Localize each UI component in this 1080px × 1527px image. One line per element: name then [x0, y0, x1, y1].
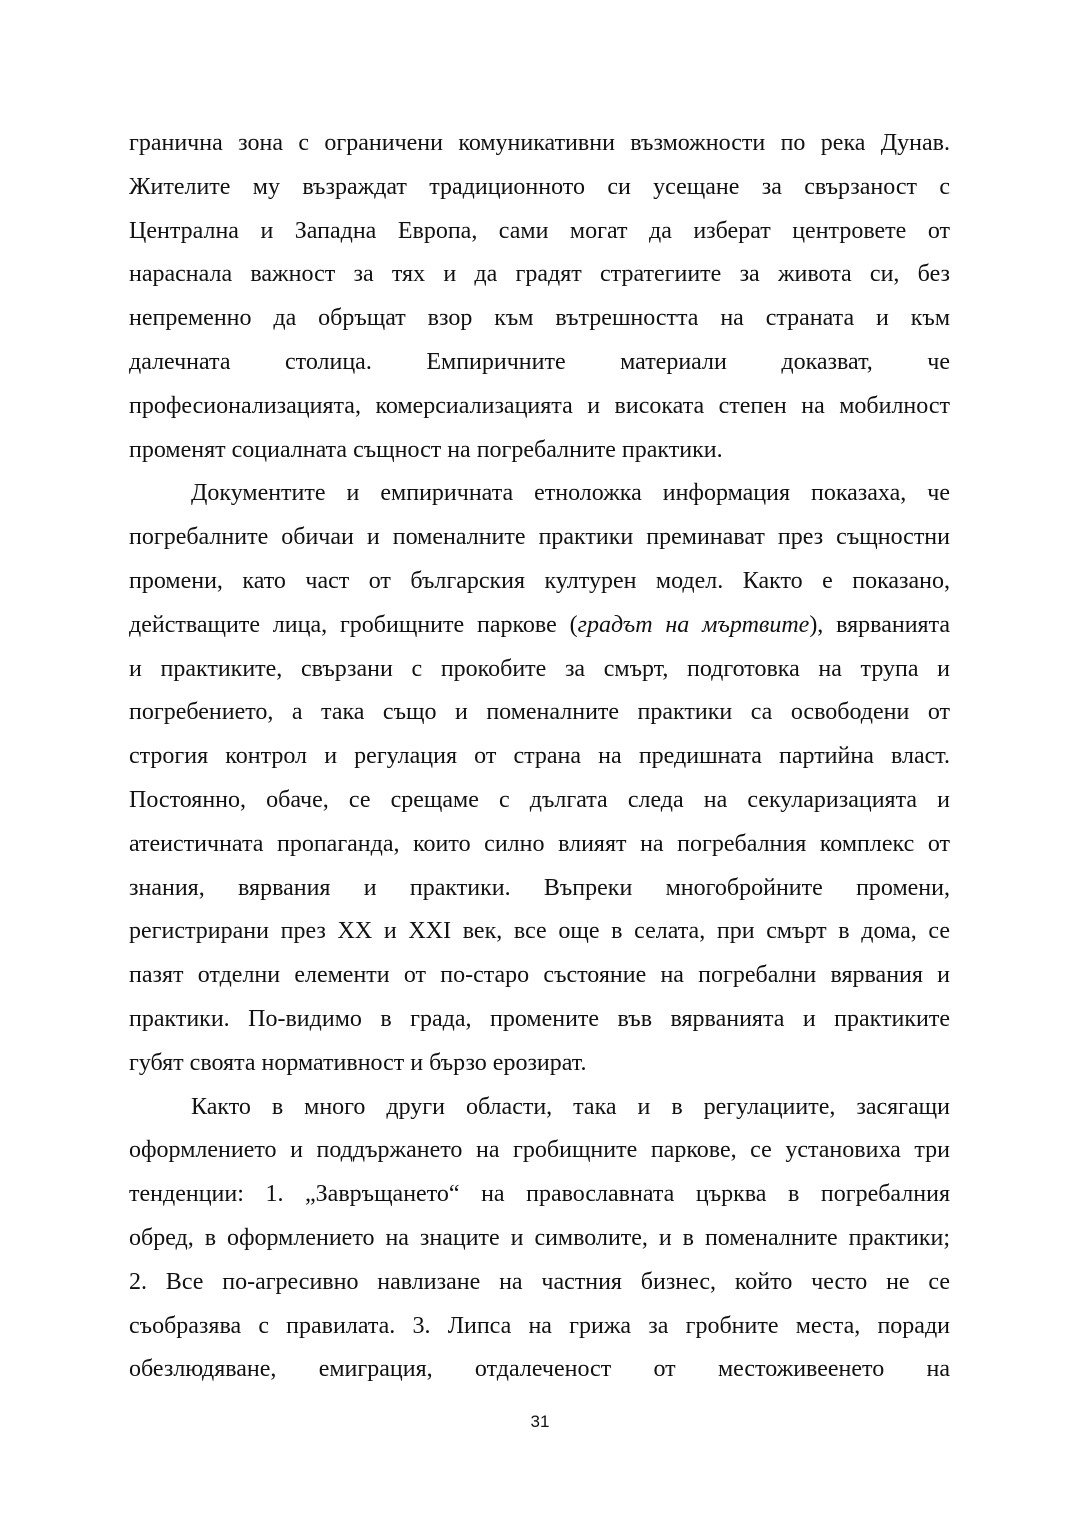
paragraph-line-with-italic	[129, 604, 950, 648]
paragraph-line: обред, в оформлението на знаците и символите, и в поменалните практики;	[129, 1224, 950, 1251]
paragraph-line: далечната столица. Емпиричните материали доказват, че	[129, 348, 950, 375]
paragraph-line: Централна и Западна Европа, сами могат да изберат центровете от	[129, 217, 950, 244]
line-text: ), вярванията	[809, 611, 950, 638]
paragraph-line: тенденции: 1. „Завръщането“ на православната църква в погребалния	[129, 1181, 950, 1208]
paragraph-line: регистрирани през XX и XXI век, все още в селата, при смърт в дома, се	[129, 918, 950, 945]
paragraph-line: строгия контрол и регулация от страна на предишната партийна власт.	[129, 743, 950, 770]
paragraph-line: погребението, а така също и поменалните практики са освободени от	[129, 699, 950, 726]
italic-phrase: градът на мъртвите	[577, 611, 810, 638]
paragraph-line: и практиките, свързани с прокобите за смърт, подготовка на трупа и	[129, 655, 950, 682]
paragraph-line: Постоянно, обаче, се срещаме с дългата следа на секуларизацията и	[129, 786, 950, 813]
paragraph-line: променят социалната същност на погребалните практики.	[129, 436, 723, 463]
paragraph-line: губят своята нормативност и бързо ерозират.	[129, 1049, 587, 1076]
paragraph-line: съобразява с правилата. 3. Липса на грижа за гробните места, поради	[129, 1312, 950, 1339]
paragraph-line: пазят отделни елементи от по-старо състояние на погребални вярвания и	[129, 962, 950, 989]
paragraph-line: гранична зона с ограничени комуникативни възможности по река Дунав.	[129, 130, 950, 156]
paragraph-line: Жителите му възраждат традиционното си усещане за свързаност с	[129, 173, 950, 200]
paragraph-line: професионализацията, комерсиализацията и високата степен на мобилност	[129, 392, 950, 419]
paragraph-line: оформлението и поддържането на гробищните паркове, се установиха три	[129, 1137, 950, 1164]
paragraph-line: знания, вярвания и практики. Въпреки многобройните промени,	[129, 874, 950, 901]
paragraph-line: непременно да обръщат взор към вътрешността на страната и към	[129, 305, 950, 332]
text-body	[129, 122, 950, 1392]
paragraph-line: Както в много други области, така и в регулациите, засягащи	[191, 1093, 950, 1120]
paragraph-line: промени, като част от българския културен модел. Както е показано,	[129, 567, 950, 594]
paragraph-line: нараснала важност за тях и да градят стратегиите за живота си, без	[129, 261, 950, 288]
paragraph-line: атеистичната пропаганда, които силно влияят на погребалния комплекс от	[129, 830, 950, 857]
paragraph-line: обезлюдяване, емиграция, отдалеченост от местоживеенето на	[129, 1356, 950, 1383]
paragraph-line: 2. Все по-агресивно навлизане на частния бизнес, който често не се	[129, 1268, 950, 1295]
paragraph-line: погребалните обичаи и поменалните практики преминават през същностни	[129, 524, 950, 551]
page-number: 31	[530, 1412, 550, 1431]
paragraph-line: практики. По-видимо в града, промените във вярванията и практиките	[129, 1005, 950, 1032]
paragraph-line: Документите и емпиричната етноложка информация показаха, че	[191, 480, 950, 507]
line-text: действащите лица, гробищните паркове (	[129, 611, 578, 638]
